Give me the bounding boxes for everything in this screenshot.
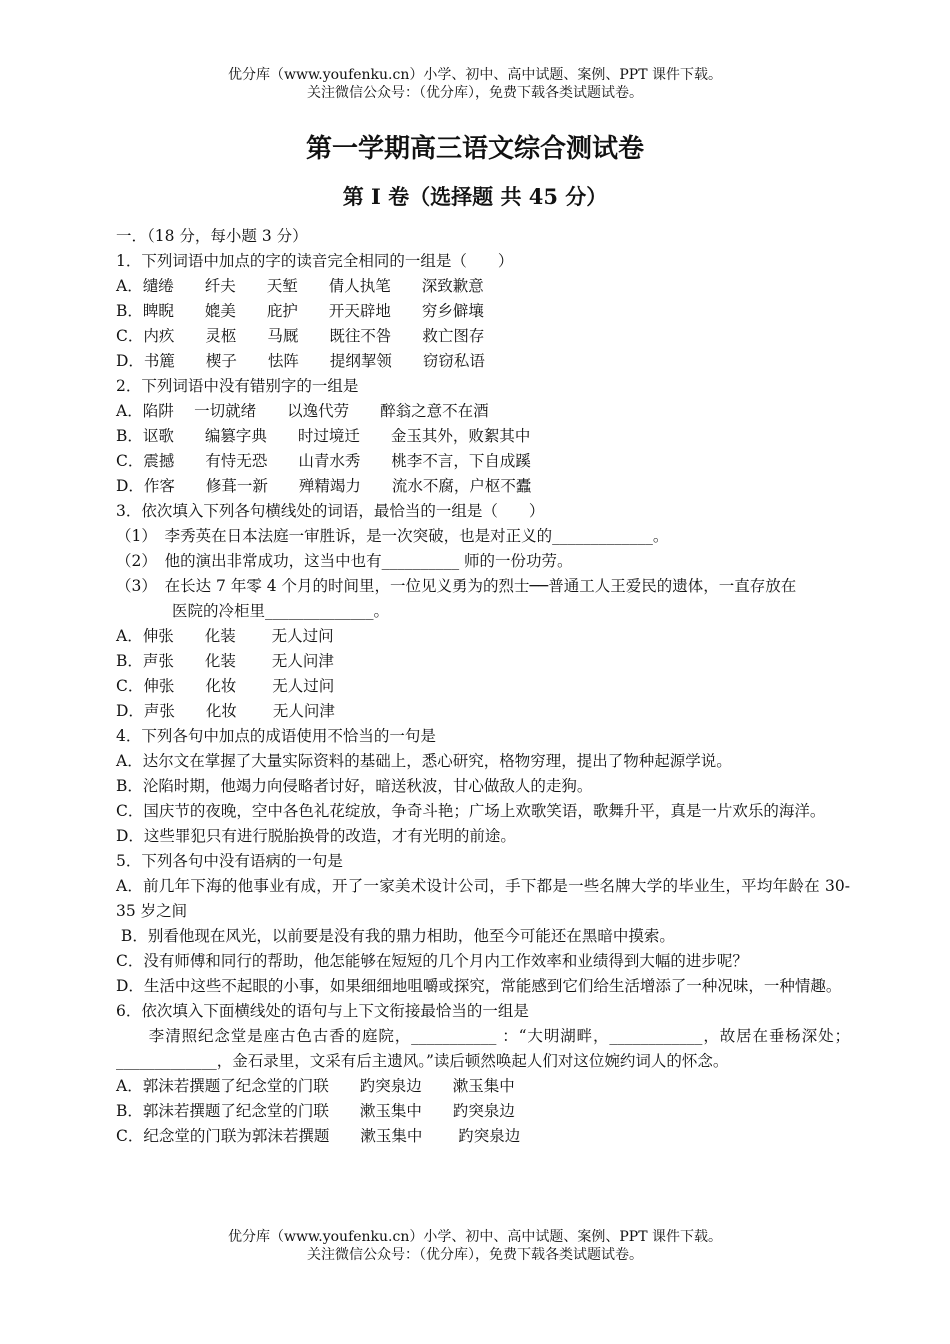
question-3-sentence-3: （3） 在长达 7 年零 4 个月的时间里，一位见义勇为的烈士──普通工人王爱民的遗体，一直存放在 [116, 577, 797, 595]
question-2-option-b: B．讴歌 编篡字典 时过境迁 金玉其外，败絮其中 [116, 427, 531, 445]
question-4-option-b: B．沦陷时期，他竭力向侵略者讨好，暗送秋波，甘心做敌人的走狗。 [116, 777, 593, 795]
footer-line-2: 关注微信公众号：（优分库），免费下载各类试题试卷。 [307, 1247, 643, 1263]
question-3-sentence-3-cont: 医院的冷柜里______________。 [172, 602, 390, 620]
question-4-stem: 4．下列各句中加点的成语使用不恰当的一句是 [116, 727, 436, 745]
question-5-option-d: D．生活中这些不起眼的小事，如果细细地咀嚼或探究，常能感到它们给生活增添了一种况味，一种情趣。 [116, 977, 842, 995]
question-5-option-b: B．别看他现在风光，以前要是没有我的鼎力相助，他至今可能还在黑暗中摸索。 [116, 927, 675, 945]
question-5-option-c: C．没有师傅和同行的帮助，他怎能够在短短的几个月内工作效率和业绩得到大幅的进步呢？ [116, 952, 748, 970]
question-6-option-b: B．郭沫若撰题了纪念堂的门联 漱玉集中 趵突泉边 [116, 1102, 515, 1120]
question-6-passage: 李清照纪念堂是座古色古香的庭院，___________ ：“大明湖畔，____________，故居在垂杨深处；_____________，金石录里，文采有后主遗风。”读后顿然唤起人们对这位婉约词人的怀念。 [116, 1027, 850, 1070]
question-2-option-c: C．震撼 有恃无恐 山青水秀 桃李不言，下自成蹊 [116, 452, 531, 470]
question-3-option-c: C．伸张 化妆 无人过问 [116, 677, 335, 695]
question-3-option-b: B．声张 化装 无人问津 [116, 652, 334, 670]
question-2-option-a: A．陷阱 一切就绪 以逸代劳 醉翁之意不在酒 [116, 402, 489, 420]
question-3-sentence-2: （2） 他的演出非常成功，这当中也有__________ 师的一份功劳。 [116, 552, 573, 570]
exam-content [116, 224, 850, 1149]
header-line-2: 关注微信公众号：（优分库），免费下载各类试题试卷。 [307, 85, 643, 101]
question-6-stem: 6．依次填入下面横线处的语句与上下文衔接最恰当的一组是 [116, 1002, 529, 1020]
section-heading: 一．（18 分，每小题 3 分） [116, 227, 308, 245]
question-2-option-d: D．作客 修葺一新 殚精竭力 流水不腐，户枢不蠹 [116, 477, 532, 495]
question-6-option-c: C．纪念堂的门联为郭沫若撰题 漱玉集中 趵突泉边 [116, 1127, 521, 1145]
question-3-option-d: D．声张 化妆 无人问津 [116, 702, 335, 720]
question-5-option-a: A．前几年下海的他事业有成，开了一家美术设计公司，手下都是一些名牌大学的毕业生，平均年龄在 30-35 岁之间 [116, 877, 850, 920]
question-4-option-d: D．这些罪犯只有进行脱胎换骨的改造，才有光明的前途。 [116, 827, 516, 845]
question-1-stem: 1．下列词语中加点的字的读音完全相同的一组是（ ） [116, 252, 514, 270]
section-title: 第 I 卷（选择题 共 45 分） [342, 184, 608, 209]
question-1-option-b: B．睥睨 媲美 庇护 开天辟地 穷乡僻壤 [116, 302, 484, 320]
header-line-1: 优分库（www.youfenku.cn）小学、初中、高中试题、案例、PPT 课件下载。 [227, 67, 722, 83]
page-title: 第一学期高三语文综合测试卷 [305, 134, 644, 164]
question-4-option-c: C．国庆节的夜晚，空中各色礼花绽放，争奇斗艳；广场上欢歌笑语，歌舞升平，真是一片欢乐的海洋。 [116, 802, 826, 820]
footer-line-1: 优分库（www.youfenku.cn）小学、初中、高中试题、案例、PPT 课件下载。 [227, 1229, 722, 1245]
question-3-option-a: A．伸张 化装 无人过问 [116, 627, 334, 645]
question-2-stem: 2．下列词语中没有错别字的一组是 [116, 377, 359, 395]
question-3-sentence-1: （1） 李秀英在日本法庭一审胜诉，是一次突破，也是对正义的_____________。 [116, 527, 669, 545]
question-1-option-c: C．内疚 灵柩 马厩 既往不咎 救亡图存 [116, 327, 485, 345]
question-4-option-a: A．达尔文在掌握了大量实际资料的基础上，悉心研究，格物穷理，提出了物种起源学说。 [116, 752, 732, 770]
question-6-option-a: A．郭沫若撰题了纪念堂的门联 趵突泉边 漱玉集中 [116, 1077, 515, 1095]
question-5-stem: 5．下列各句中没有语病的一句是 [116, 852, 343, 870]
question-1-option-d: D．书簏 楔子 怯阵 提纲挈领 窃窃私语 [116, 352, 485, 370]
question-1-option-a: A．缱绻 纤夫 天堑 倩人执笔 深致歉意 [116, 277, 484, 295]
question-3-stem: 3．依次填入下列各句横线处的词语，最恰当的一组是（ ） [116, 502, 545, 520]
